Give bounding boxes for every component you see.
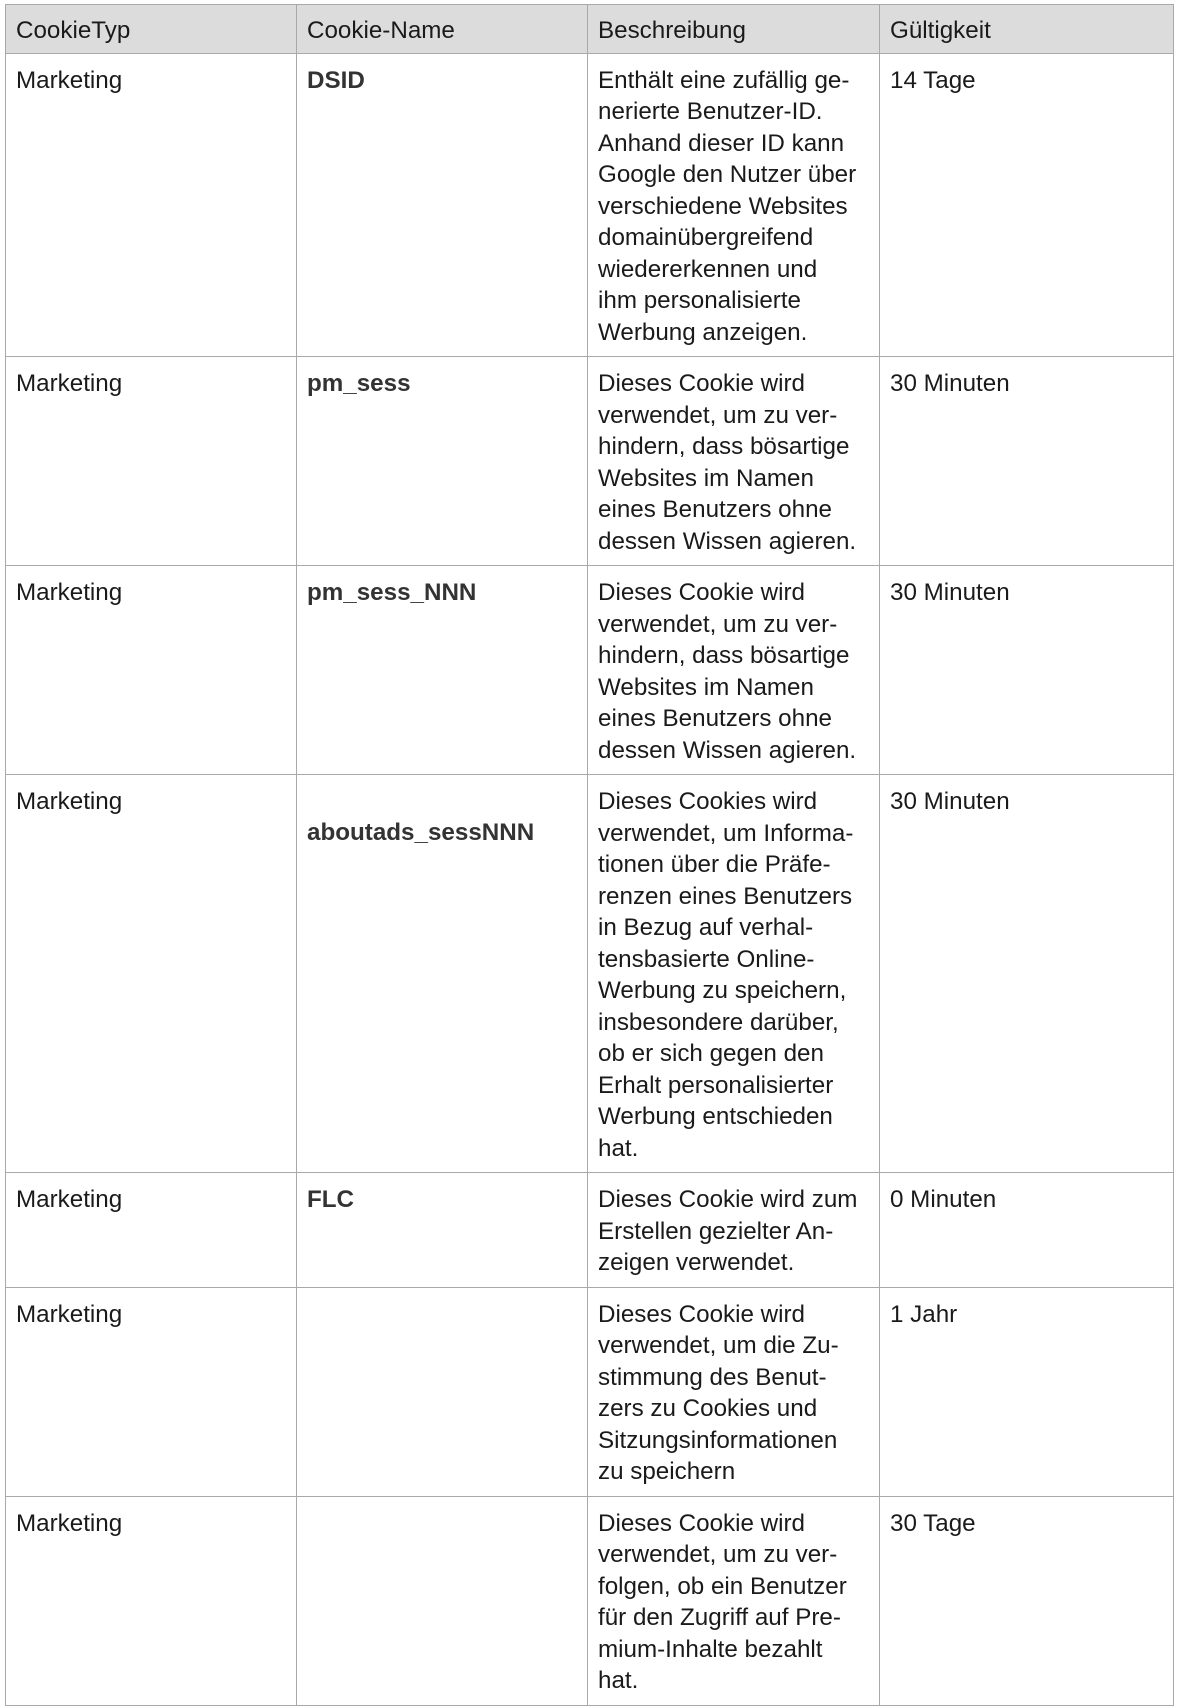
description-line: Werbung zu speichern, bbox=[598, 977, 847, 1004]
validity-cell: 30 Minuten bbox=[880, 566, 1174, 775]
description-line: Dieses Cookie wird bbox=[598, 370, 806, 397]
table-row bbox=[6, 775, 1174, 1173]
description-line: tensbasierte Online- bbox=[598, 945, 815, 973]
description-line: ob er sich gegen den bbox=[598, 1040, 824, 1067]
validity-cell: 0 Minuten bbox=[880, 1173, 1174, 1288]
description-cell bbox=[588, 53, 880, 357]
description-line: wiedererkennen und bbox=[598, 255, 818, 283]
cookie-table bbox=[5, 4, 1174, 1706]
description-line: mium-Inhalte bezahlt bbox=[598, 1635, 823, 1663]
description-line: Erstellen gezielter An- bbox=[598, 1217, 834, 1245]
cookie-type-cell: Marketing bbox=[6, 566, 297, 775]
description-line: hat. bbox=[598, 1134, 639, 1162]
description-line: zers zu Cookies und bbox=[598, 1395, 818, 1422]
cookie-type-cell: Marketing bbox=[6, 1496, 297, 1705]
description-cell bbox=[588, 566, 880, 775]
description-line: in Bezug auf verhal- bbox=[598, 914, 814, 941]
description-line: Erhalt personalisierter bbox=[598, 1071, 834, 1099]
validity-cell: 30 Tage bbox=[880, 1496, 1174, 1705]
description-line: ihm personalisierte bbox=[598, 287, 801, 314]
description-line: Websites im Namen bbox=[598, 673, 814, 701]
cookie-name-cell: DSID bbox=[297, 53, 588, 357]
description-line: verwendet, um zu ver- bbox=[598, 401, 838, 429]
header-description: Beschreibung bbox=[588, 5, 880, 54]
description-line: stimmung des Benut- bbox=[598, 1363, 827, 1391]
description-cell bbox=[588, 775, 880, 1173]
cookie-name-cell: aboutads_sessNNN bbox=[297, 775, 588, 1173]
description-line: Enthält eine zufällig ge- bbox=[598, 66, 850, 94]
table-row bbox=[6, 357, 1174, 566]
table-row bbox=[6, 1173, 1174, 1288]
header-validity: Gültigkeit bbox=[880, 5, 1174, 54]
table-row bbox=[6, 53, 1174, 357]
description-line: für den Zugriff auf Pre- bbox=[598, 1604, 841, 1631]
validity-cell: 30 Minuten bbox=[880, 775, 1174, 1173]
cookie-type-cell: Marketing bbox=[6, 775, 297, 1173]
description-line: verwendet, um die Zu- bbox=[598, 1332, 839, 1359]
description-cell bbox=[588, 357, 880, 566]
cookie-type-cell: Marketing bbox=[6, 1173, 297, 1288]
cookie-name-cell: pm_sess_NNN bbox=[297, 566, 588, 775]
description-line: renzen eines Benutzers bbox=[598, 882, 853, 910]
cookie-type-cell: Marketing bbox=[6, 1287, 297, 1496]
description-line: hindern, dass bösartige bbox=[598, 642, 850, 669]
description-line: Werbung entschieden bbox=[598, 1103, 833, 1130]
description-line: Dieses Cookie wird zum bbox=[598, 1186, 858, 1213]
description-line: folgen, ob ein Benutzer bbox=[598, 1572, 847, 1600]
description-line: dessen Wissen agieren. bbox=[598, 527, 857, 555]
cookie-name-cell: FLC bbox=[297, 1173, 588, 1288]
description-line: zu speichern bbox=[598, 1458, 736, 1485]
description-line: verwendet, um Informa- bbox=[598, 819, 854, 847]
description-line: Anhand dieser ID kann bbox=[598, 129, 845, 157]
table-row bbox=[6, 1287, 1174, 1496]
cookie-name-cell: pm_sess bbox=[297, 357, 588, 566]
table-row bbox=[6, 566, 1174, 775]
header-cookie-name: Cookie-Name bbox=[297, 5, 588, 54]
description-line: eines Benutzers ohne bbox=[598, 496, 832, 523]
description-line: Dieses Cookie wird bbox=[598, 1300, 806, 1328]
table-header-row bbox=[6, 5, 1174, 54]
description-line: Google den Nutzer über bbox=[598, 161, 857, 188]
description-line: nerierte Benutzer-ID. bbox=[598, 98, 823, 125]
cookie-name-cell bbox=[297, 1496, 588, 1705]
description-line: Dieses Cookie wird bbox=[598, 1509, 806, 1537]
table-body bbox=[6, 53, 1174, 1705]
validity-cell: 30 Minuten bbox=[880, 357, 1174, 566]
description-cell bbox=[588, 1287, 880, 1496]
validity-cell: 14 Tage bbox=[880, 53, 1174, 357]
description-line: domainübergreifend bbox=[598, 224, 814, 251]
description-line: verwendet, um zu ver- bbox=[598, 1541, 838, 1568]
description-line: verschiedene Websites bbox=[598, 192, 848, 220]
description-line: insbesondere darüber, bbox=[598, 1008, 839, 1036]
validity-cell: 1 Jahr bbox=[880, 1287, 1174, 1496]
description-line: Websites im Namen bbox=[598, 464, 814, 492]
description-cell bbox=[588, 1173, 880, 1288]
description-line: dessen Wissen agieren. bbox=[598, 736, 857, 764]
description-line: tionen über die Präfe- bbox=[598, 851, 831, 878]
description-line: Dieses Cookies wird bbox=[598, 788, 818, 815]
cookie-name-cell bbox=[297, 1287, 588, 1496]
description-line: hat. bbox=[598, 1667, 639, 1694]
description-line: hindern, dass bösartige bbox=[598, 433, 850, 460]
description-line: verwendet, um zu ver- bbox=[598, 610, 838, 638]
table-row bbox=[6, 1496, 1174, 1705]
description-line: Dieses Cookie wird bbox=[598, 579, 806, 606]
description-line: zeigen verwendet. bbox=[598, 1249, 795, 1276]
description-line: Sitzungsinformationen bbox=[598, 1426, 838, 1454]
description-line: eines Benutzers ohne bbox=[598, 705, 832, 732]
cookie-type-cell: Marketing bbox=[6, 357, 297, 566]
description-cell bbox=[588, 1496, 880, 1705]
description-line: Werbung anzeigen. bbox=[598, 318, 808, 346]
cookie-type-cell: Marketing bbox=[6, 53, 297, 357]
header-cookie-type: CookieTyp bbox=[6, 5, 297, 54]
